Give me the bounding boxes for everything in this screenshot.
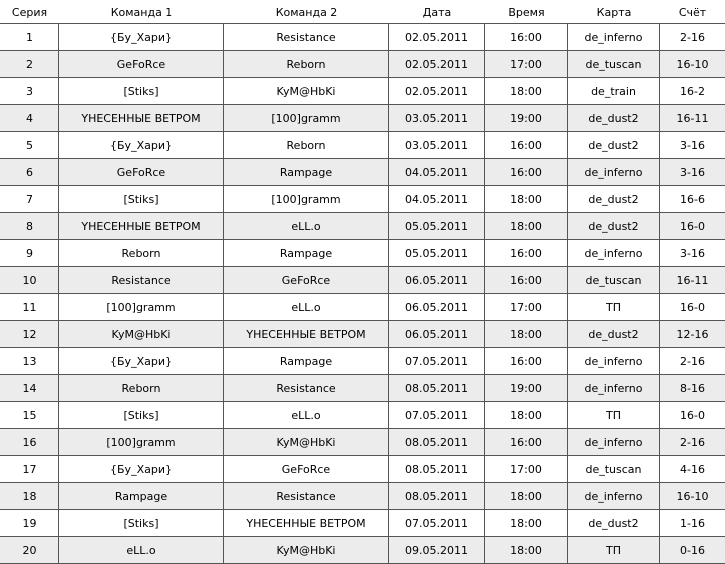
cell-team1: YHECEHHЫE BETPOM (59, 213, 224, 240)
cell-team1: GeFoRce (59, 159, 224, 186)
cell-map: de_dust2 (568, 132, 660, 159)
cell-date: 05.05.2011 (389, 213, 485, 240)
cell-date: 08.05.2011 (389, 483, 485, 510)
cell-date: 05.05.2011 (389, 240, 485, 267)
column-header-map[interactable]: Карта (596, 5, 632, 19)
cell-series: 2 (26, 58, 33, 71)
table-row[interactable] (0, 429, 725, 456)
cell-team2: [100]gramm (224, 186, 389, 213)
column-header-team1[interactable]: Команда 1 (110, 5, 173, 19)
cell-score: 16-6 (680, 193, 705, 206)
table-header (0, 0, 725, 24)
cell-team1: [100]gramm (59, 429, 224, 456)
cell-series: 3 (26, 85, 33, 98)
table-row[interactable] (0, 483, 725, 510)
cell-score: 12-16 (676, 328, 709, 341)
cell-date: 04.05.2011 (389, 186, 485, 213)
cell-date: 08.05.2011 (389, 456, 485, 483)
cell-map: de_dust2 (568, 186, 660, 213)
cell-time: 18:00 (485, 510, 568, 537)
cell-score: 16-0 (680, 220, 705, 233)
cell-date: 06.05.2011 (389, 267, 485, 294)
cell-team2: [100]gramm (224, 105, 389, 132)
cell-time: 19:00 (485, 105, 568, 132)
cell-map: ТП (568, 294, 660, 321)
cell-team1: {Бу_Хари} (59, 24, 224, 51)
cell-score: 16-10 (676, 58, 709, 71)
table-row[interactable] (0, 105, 725, 132)
cell-series: 15 (22, 409, 37, 422)
cell-series: 10 (22, 274, 37, 287)
cell-score: 16-0 (680, 409, 705, 422)
cell-team2: Resistance (224, 483, 389, 510)
cell-team2: GeFoRce (224, 456, 389, 483)
cell-team2: Rampage (224, 159, 389, 186)
cell-time: 16:00 (485, 24, 568, 51)
cell-score: 16-11 (676, 274, 709, 287)
cell-date: 08.05.2011 (389, 429, 485, 456)
cell-team1: [Stiks] (59, 78, 224, 105)
row-divider (0, 374, 725, 375)
cell-score: 4-16 (680, 463, 705, 476)
cell-team1: {Бу_Хари} (59, 456, 224, 483)
cell-team2: KyM@HbKi (224, 537, 389, 564)
table-row[interactable] (0, 321, 725, 348)
cell-date: 02.05.2011 (389, 51, 485, 78)
row-divider (0, 536, 725, 537)
cell-map: de_inferno (568, 429, 660, 456)
table-row[interactable] (0, 159, 725, 186)
column-divider (388, 24, 389, 563)
table-row[interactable] (0, 537, 725, 564)
table-row[interactable] (0, 375, 725, 402)
row-divider (0, 131, 725, 132)
cell-map: de_tuscan (568, 51, 660, 78)
row-divider (0, 266, 725, 267)
cell-team2: Reborn (224, 51, 389, 78)
table-row[interactable] (0, 240, 725, 267)
cell-date: 07.05.2011 (389, 402, 485, 429)
table-row[interactable] (0, 267, 725, 294)
column-divider (484, 24, 485, 563)
table-row[interactable] (0, 78, 725, 105)
cell-team1: {Бу_Хари} (59, 132, 224, 159)
cell-team2: eLL.o (224, 294, 389, 321)
cell-map: de_tuscan (568, 456, 660, 483)
column-header-series[interactable]: Серия (11, 5, 48, 19)
cell-series: 12 (22, 328, 37, 341)
cell-map: de_inferno (568, 483, 660, 510)
cell-map: de_tuscan (568, 267, 660, 294)
column-divider (58, 24, 59, 563)
cell-team2: Resistance (224, 375, 389, 402)
cell-date: 07.05.2011 (389, 348, 485, 375)
cell-time: 18:00 (485, 78, 568, 105)
column-header-date[interactable]: Дата (422, 5, 452, 19)
cell-team1: KyM@HbKi (59, 321, 224, 348)
cell-date: 02.05.2011 (389, 24, 485, 51)
cell-team2: Rampage (224, 348, 389, 375)
cell-time: 19:00 (485, 375, 568, 402)
cell-map: de_inferno (568, 240, 660, 267)
cell-score: 16-0 (680, 301, 705, 314)
column-divider (223, 24, 224, 563)
cell-team1: YHECEHHЫE BETPOM (59, 105, 224, 132)
row-divider (0, 185, 725, 186)
row-divider (0, 104, 725, 105)
cell-team2: Resistance (224, 24, 389, 51)
cell-score: 2-16 (680, 355, 705, 368)
cell-date: 08.05.2011 (389, 375, 485, 402)
row-divider (0, 23, 725, 24)
cell-team1: GeFoRce (59, 51, 224, 78)
cell-score: 3-16 (680, 139, 705, 152)
cell-team2: eLL.o (224, 213, 389, 240)
row-divider (0, 455, 725, 456)
cell-team1: [100]gramm (59, 294, 224, 321)
table-row[interactable] (0, 186, 725, 213)
cell-team2: eLL.o (224, 402, 389, 429)
row-divider (0, 77, 725, 78)
cell-score: 3-16 (680, 247, 705, 260)
cell-series: 9 (26, 247, 33, 260)
cell-score: 16-10 (676, 490, 709, 503)
cell-time: 18:00 (485, 213, 568, 240)
row-divider (0, 50, 725, 51)
table-row[interactable] (0, 132, 725, 159)
cell-series: 5 (26, 139, 33, 152)
cell-score: 16-11 (676, 112, 709, 125)
cell-time: 16:00 (485, 240, 568, 267)
cell-date: 02.05.2011 (389, 78, 485, 105)
row-divider (0, 293, 725, 294)
cell-time: 17:00 (485, 456, 568, 483)
cell-time: 18:00 (485, 537, 568, 564)
cell-score: 8-16 (680, 382, 705, 395)
cell-time: 17:00 (485, 51, 568, 78)
cell-team2: YHECEHHЫE BETPOM (224, 510, 389, 537)
cell-team1: Resistance (59, 267, 224, 294)
cell-time: 16:00 (485, 429, 568, 456)
row-divider (0, 320, 725, 321)
cell-team1: Rampage (59, 483, 224, 510)
cell-team1: eLL.o (59, 537, 224, 564)
cell-team1: [Stiks] (59, 186, 224, 213)
cell-series: 7 (26, 193, 33, 206)
cell-map: de_inferno (568, 159, 660, 186)
cell-date: 06.05.2011 (389, 321, 485, 348)
cell-map: de_dust2 (568, 105, 660, 132)
cell-date: 06.05.2011 (389, 294, 485, 321)
column-header-team2[interactable]: Команда 2 (275, 5, 338, 19)
table-row[interactable] (0, 24, 725, 51)
cell-date: 04.05.2011 (389, 159, 485, 186)
cell-time: 16:00 (485, 132, 568, 159)
cell-date: 03.05.2011 (389, 132, 485, 159)
row-divider (0, 428, 725, 429)
cell-team2: KyM@HbKi (224, 78, 389, 105)
cell-team1: Reborn (59, 240, 224, 267)
cell-team1: [Stiks] (59, 510, 224, 537)
table-row[interactable] (0, 213, 725, 240)
cell-series: 8 (26, 220, 33, 233)
cell-series: 20 (22, 544, 37, 557)
cell-time: 16:00 (485, 267, 568, 294)
cell-map: de_dust2 (568, 213, 660, 240)
cell-map: ТП (568, 537, 660, 564)
cell-date: 03.05.2011 (389, 105, 485, 132)
row-divider (0, 509, 725, 510)
cell-team2: KyM@HbKi (224, 429, 389, 456)
row-divider (0, 158, 725, 159)
cell-team2: Reborn (224, 132, 389, 159)
cell-map: de_inferno (568, 348, 660, 375)
cell-team1: [Stiks] (59, 402, 224, 429)
cell-date: 07.05.2011 (389, 510, 485, 537)
cell-map: de_inferno (568, 375, 660, 402)
table-row[interactable] (0, 456, 725, 483)
cell-time: 17:00 (485, 294, 568, 321)
table-row[interactable] (0, 348, 725, 375)
cell-time: 16:00 (485, 348, 568, 375)
table-row[interactable] (0, 294, 725, 321)
cell-team2: GeFoRce (224, 267, 389, 294)
cell-series: 13 (22, 355, 37, 368)
cell-time: 18:00 (485, 483, 568, 510)
cell-date: 09.05.2011 (389, 537, 485, 564)
cell-series: 18 (22, 490, 37, 503)
cell-score: 2-16 (680, 31, 705, 44)
cell-map: de_dust2 (568, 510, 660, 537)
row-divider (0, 482, 725, 483)
cell-series: 19 (22, 517, 37, 530)
cell-series: 14 (22, 382, 37, 395)
cell-team2: YHECEHHЫE BETPOM (224, 321, 389, 348)
row-divider (0, 239, 725, 240)
cell-score: 2-16 (680, 436, 705, 449)
cell-score: 16-2 (680, 85, 705, 98)
cell-map: de_dust2 (568, 321, 660, 348)
cell-map: de_inferno (568, 24, 660, 51)
cell-time: 18:00 (485, 186, 568, 213)
cell-time: 18:00 (485, 321, 568, 348)
cell-series: 17 (22, 463, 37, 476)
cell-team1: {Бу_Хари} (59, 348, 224, 375)
cell-series: 6 (26, 166, 33, 179)
cell-score: 1-16 (680, 517, 705, 530)
cell-team1: Reborn (59, 375, 224, 402)
table-row[interactable] (0, 51, 725, 78)
column-divider (659, 24, 660, 563)
cell-series: 4 (26, 112, 33, 125)
cell-map: de_train (568, 78, 660, 105)
cell-time: 16:00 (485, 159, 568, 186)
cell-map: ТП (568, 402, 660, 429)
cell-series: 11 (22, 301, 37, 314)
row-divider (0, 401, 725, 402)
cell-score: 0-16 (680, 544, 705, 557)
table-row[interactable] (0, 402, 725, 429)
cell-score: 3-16 (680, 166, 705, 179)
cell-time: 18:00 (485, 402, 568, 429)
column-header-score[interactable]: Счёт (678, 5, 707, 19)
cell-series: 16 (22, 436, 37, 449)
column-divider (567, 24, 568, 563)
row-divider (0, 347, 725, 348)
row-divider (0, 212, 725, 213)
cell-series: 1 (26, 31, 33, 44)
column-header-time[interactable]: Время (508, 5, 545, 19)
table-row[interactable] (0, 510, 725, 537)
cell-team2: Rampage (224, 240, 389, 267)
